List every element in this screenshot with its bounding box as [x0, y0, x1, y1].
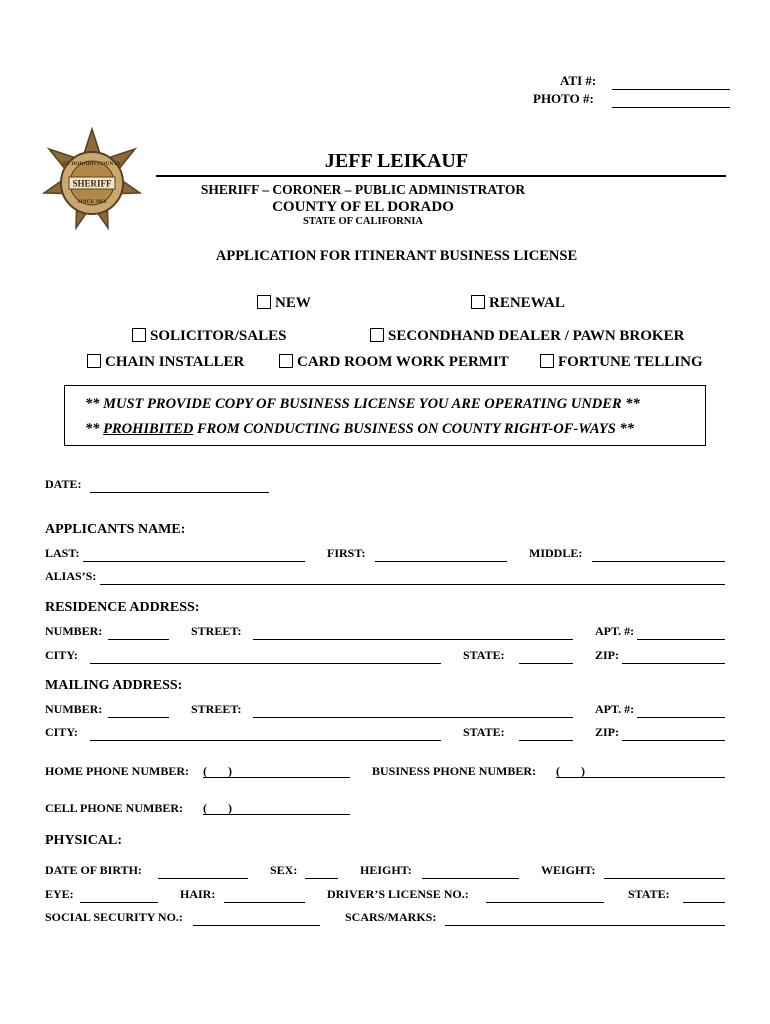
- scars-label: SCARS/MARKS:: [345, 910, 437, 924]
- res-number-label: NUMBER:: [45, 624, 103, 638]
- home-phone-label: HOME PHONE NUMBER:: [45, 764, 189, 778]
- option-renewal-label: RENEWAL: [489, 295, 565, 311]
- height-field[interactable]: [422, 864, 519, 879]
- eye-field[interactable]: [80, 888, 158, 903]
- cell-phone-label: CELL PHONE NUMBER:: [45, 801, 184, 815]
- res-city-field[interactable]: [90, 649, 441, 664]
- notice-prohibited: PROHIBITED: [103, 421, 194, 437]
- mail-city-label: CITY:: [45, 725, 78, 739]
- mail-city-field[interactable]: [90, 726, 441, 741]
- option-cardroom[interactable]: [279, 354, 509, 371]
- home-phone-parens: ( ): [203, 764, 232, 778]
- option-chain[interactable]: [87, 354, 244, 371]
- badge-top-text: EL DORADO COUNTY: [62, 161, 122, 167]
- state-name: STATE OF CALIFORNIA: [303, 216, 423, 227]
- option-solicitor-label: SOLICITOR/SALES: [150, 328, 287, 344]
- res-city-label: CITY:: [45, 648, 78, 662]
- height-label: HEIGHT:: [360, 863, 412, 877]
- drivers-license-label: DRIVER’S LICENSE NO.:: [327, 887, 469, 901]
- dob-field[interactable]: [158, 864, 248, 879]
- middle-field[interactable]: [592, 547, 725, 562]
- ssn-label: SOCIAL SECURITY NO.:: [45, 910, 183, 924]
- res-zip-label: ZIP:: [595, 648, 619, 662]
- sheriff-badge-icon: [36, 127, 148, 239]
- alias-field[interactable]: [100, 570, 725, 585]
- sex-field[interactable]: [305, 864, 338, 879]
- mailing-heading: MAILING ADDRESS:: [45, 678, 183, 693]
- weight-label: WEIGHT:: [541, 863, 596, 877]
- ssn-field[interactable]: [193, 911, 320, 926]
- physical-heading: PHYSICAL:: [45, 833, 123, 848]
- last-label: LAST:: [45, 546, 80, 560]
- cell-phone-parens: ( ): [203, 801, 232, 815]
- applicants-name-heading: APPLICANTS NAME:: [45, 522, 186, 537]
- option-secondhand[interactable]: [370, 328, 684, 345]
- home-phone-field[interactable]: [203, 764, 350, 778]
- notice-box: [64, 385, 706, 446]
- notice-line-2: [85, 421, 634, 438]
- drivers-license-field[interactable]: [486, 888, 604, 903]
- photo-field[interactable]: [612, 93, 730, 108]
- cardroom-checkbox[interactable]: [279, 354, 293, 368]
- fortune-checkbox[interactable]: [540, 354, 554, 368]
- business-phone-label: BUSINESS PHONE NUMBER:: [372, 764, 537, 778]
- header-rule: [156, 175, 726, 177]
- date-label: DATE:: [45, 477, 82, 491]
- date-field[interactable]: [90, 478, 269, 493]
- res-number-field[interactable]: [108, 625, 169, 640]
- mail-state-field[interactable]: [519, 726, 573, 741]
- res-state-field[interactable]: [519, 649, 573, 664]
- res-street-label: STREET:: [191, 624, 242, 638]
- res-state-label: STATE:: [463, 648, 505, 662]
- dl-state-field[interactable]: [683, 888, 725, 903]
- mail-street-label: STREET:: [191, 702, 242, 716]
- ati-label: ATI #:: [560, 73, 597, 88]
- notice-line-2-rest: FROM CONDUCTING BUSINESS ON COUNTY RIGHT-OF-WAYS **: [193, 421, 634, 437]
- sheriff-name: JEFF LEIKAUF: [324, 150, 469, 172]
- option-fortune[interactable]: [540, 354, 703, 371]
- badge-center-text: SHERIFF: [72, 178, 112, 189]
- option-solicitor[interactable]: [132, 328, 286, 345]
- secondhand-checkbox[interactable]: [370, 328, 384, 342]
- chain-checkbox[interactable]: [87, 354, 101, 368]
- option-chain-label: CHAIN INSTALLER: [105, 354, 245, 370]
- option-new-label: NEW: [275, 295, 311, 311]
- business-phone-parens: ( ): [556, 764, 585, 778]
- dob-label: DATE OF BIRTH:: [45, 863, 142, 877]
- county-name: COUNTY OF EL DORADO: [272, 199, 454, 215]
- first-label: FIRST:: [327, 546, 366, 560]
- eye-label: EYE:: [45, 887, 74, 901]
- hair-field[interactable]: [224, 888, 305, 903]
- dl-state-label: STATE:: [628, 887, 670, 901]
- scars-field[interactable]: [445, 911, 725, 926]
- ati-field[interactable]: [612, 75, 730, 90]
- last-field[interactable]: [83, 547, 305, 562]
- photo-label: PHOTO #:: [533, 91, 594, 106]
- residence-heading: RESIDENCE ADDRESS:: [45, 600, 200, 615]
- option-secondhand-label: SECONDHAND DEALER / PAWN BROKER: [388, 328, 685, 344]
- mail-number-field[interactable]: [108, 703, 169, 718]
- new-checkbox[interactable]: [257, 295, 271, 309]
- res-apt-field[interactable]: [637, 625, 725, 640]
- mail-zip-label: ZIP:: [595, 725, 619, 739]
- mail-apt-label: APT. #:: [595, 702, 635, 716]
- sheriff-title: SHERIFF – CORONER – PUBLIC ADMINISTRATOR: [200, 182, 526, 197]
- notice-line-2-prefix: **: [85, 421, 104, 437]
- option-new[interactable]: [257, 295, 311, 312]
- res-street-field[interactable]: [253, 625, 573, 640]
- res-apt-label: APT. #:: [595, 624, 635, 638]
- renewal-checkbox[interactable]: [471, 295, 485, 309]
- form-title: APPLICATION FOR ITINERANT BUSINESS LICENSE: [215, 248, 578, 264]
- alias-label: ALIAS’S:: [45, 569, 97, 583]
- hair-label: HAIR:: [180, 887, 216, 901]
- mail-zip-field[interactable]: [622, 726, 725, 741]
- mail-apt-field[interactable]: [637, 703, 725, 718]
- badge-bottom-text: SINCE 1850: [77, 199, 107, 205]
- notice-line-1: ** MUST PROVIDE COPY OF BUSINESS LICENSE YOU ARE OPERATING UNDER **: [85, 396, 640, 412]
- mail-street-field[interactable]: [253, 703, 573, 718]
- mail-state-label: STATE:: [463, 725, 505, 739]
- first-field[interactable]: [375, 547, 507, 562]
- weight-field[interactable]: [604, 864, 725, 879]
- option-renewal[interactable]: [471, 295, 565, 312]
- mail-number-label: NUMBER:: [45, 702, 103, 716]
- option-cardroom-label: CARD ROOM WORK PERMIT: [297, 354, 509, 370]
- business-phone-field[interactable]: [556, 764, 725, 778]
- cell-phone-field[interactable]: [203, 801, 350, 815]
- sex-label: SEX:: [270, 863, 298, 877]
- middle-label: MIDDLE:: [529, 546, 583, 560]
- solicitor-checkbox[interactable]: [132, 328, 146, 342]
- option-fortune-label: FORTUNE TELLING: [558, 354, 703, 370]
- res-zip-field[interactable]: [622, 649, 725, 664]
